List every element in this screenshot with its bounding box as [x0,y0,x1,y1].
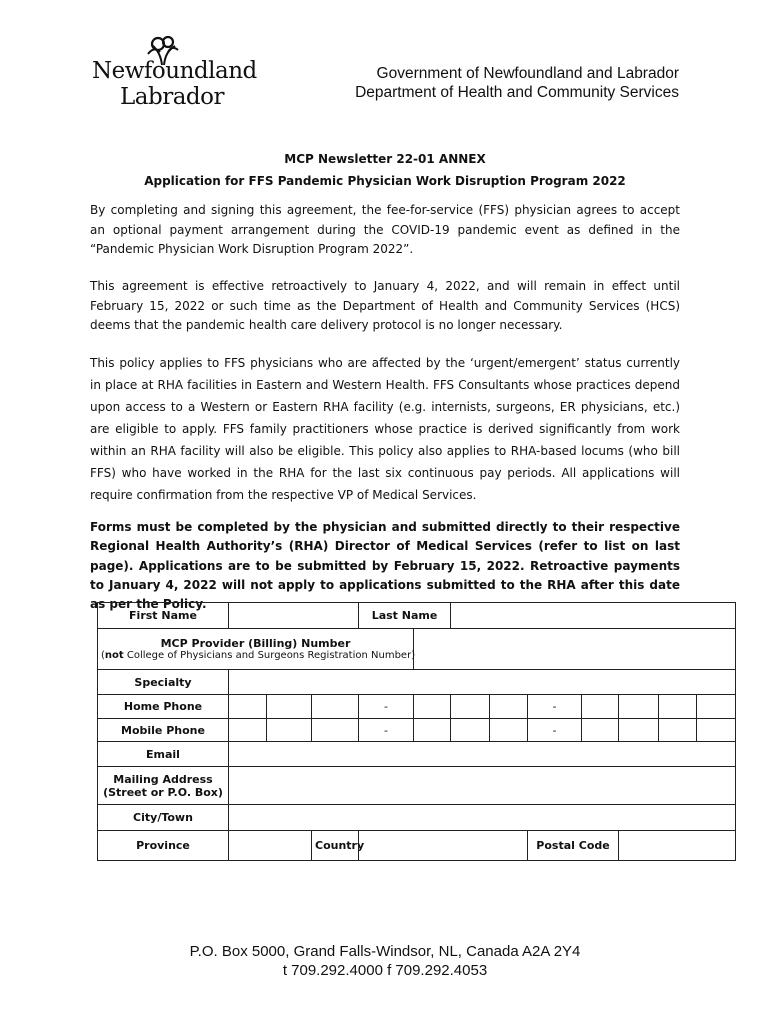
mobile-phone-digit[interactable] [414,719,451,742]
department-name: Department of Health and Community Services [355,84,679,101]
province-label: Province [98,831,229,861]
last-name-field[interactable] [451,603,736,629]
postal-code-label: Postal Code [528,831,619,861]
footer-phones: t 709.292.4000 f 709.292.4053 [282,962,488,979]
mobile-phone-label: Mobile Phone [98,719,229,742]
home-phone-separator: - [528,695,582,719]
mobile-phone-digit[interactable] [312,719,359,742]
mailing-address-line1: Mailing Address [113,772,213,786]
mcp-number-field[interactable] [414,629,736,670]
province-row [98,831,736,861]
home-phone-digit[interactable] [312,695,359,719]
mcp-row [98,629,736,670]
logo-line-1: Newfoundland [92,58,257,84]
document-title [90,148,680,192]
home-phone-digit[interactable] [659,695,697,719]
country-label: Country [312,831,359,861]
mcp-note-text: College of Physicians and Surgeons Registration Number) [123,650,416,661]
home-phone-digit[interactable] [229,695,267,719]
home-phone-digit[interactable] [619,695,659,719]
home-phone-digit[interactable] [582,695,619,719]
mailing-address-label [98,767,229,805]
mobile-phone-digit[interactable] [619,719,659,742]
first-name-field[interactable] [229,603,359,629]
home-phone-digit[interactable] [490,695,528,719]
mcp-number-label [98,629,414,670]
newsletter-title: MCP Newsletter 22-01 ANNEX [284,152,486,166]
application-form [97,602,736,861]
postal-code-field[interactable] [619,831,736,861]
email-field[interactable] [229,742,736,767]
mobile-phone-digit[interactable] [659,719,697,742]
home-phone-digit[interactable] [267,695,312,719]
email-label: Email [98,742,229,767]
city-field[interactable] [229,805,736,831]
home-phone-digit[interactable] [414,695,451,719]
mailing-address-row [98,767,736,805]
paragraph-submission-instructions: Forms must be completed by the physician and submitted directly to their respective Regional Health Authority’s (RHA) Director of Medical Services (refer to list on last page). Applications are to be submitted by February 15, 2022. Retroactive payments to January 4, 2022 will not apply to applications submitted to the RHA after this date as per the Policy. [90,520,680,612]
government-logo [92,36,257,112]
mcp-note-not: not [104,650,124,661]
mailing-address-line2: (Street or P.O. Box) [103,785,223,799]
logo-line-2: Labrador [120,84,224,110]
application-title: Application for FFS Pandemic Physician Work Disruption Program 2022 [144,174,626,188]
home-phone-digit[interactable] [451,695,490,719]
footer-address: P.O. Box 5000, Grand Falls-Windsor, NL, Canada A2A 2Y4 [189,943,581,960]
last-name-label: Last Name [359,603,451,629]
city-row [98,805,736,831]
paragraph-agreement: By completing and signing this agreement, the fee-for-service (FFS) physician agrees to accept an optional payment arrangement during the COVID-19 pandemic event as defined in the “Pandemic Physician Work Disruption Program 2022”. [90,203,680,256]
paragraph-policy-scope: This policy applies to FFS physicians who are affected by the ‘urgent/emergent’ status currently in place at RHA facilities in Eastern and Western Health. FFS Consultants whose practices depend upon access to a Western or Eastern RHA facility (e.g. internists, surgeons, ER physicians, etc.) are eligible to apply. FFS family practitioners whose practice is derived significantly from work within an RHA facility will also be eligible. This policy also applies to RHA-based locums (who bill FFS) who have worked in the RHA for the last six continuous pay periods. All applications will require confirmation from the respective VP of Medical Services. [90,356,680,502]
mobile-phone-digit[interactable] [582,719,619,742]
mobile-phone-digit[interactable] [451,719,490,742]
province-field[interactable] [229,831,312,861]
mcp-number-note: (not College of Physicians and Surgeons Registration Number) [101,650,416,661]
mobile-phone-digit[interactable] [490,719,528,742]
mobile-phone-digit[interactable] [697,719,736,742]
footer-contact [0,942,770,980]
country-field[interactable] [359,831,528,861]
government-name: Government of Newfoundland and Labrador [376,65,679,82]
home-phone-digit[interactable] [697,695,736,719]
mailing-address-field[interactable] [229,767,736,805]
email-row [98,742,736,767]
city-label: City/Town [98,805,229,831]
mobile-phone-digit[interactable] [267,719,312,742]
mobile-phone-digit[interactable] [229,719,267,742]
mobile-phone-separator: - [528,719,582,742]
mcp-number-title: MCP Provider (Billing) Number [160,637,351,650]
home-phone-separator: - [359,695,414,719]
mobile-phone-row [98,719,736,742]
home-phone-row [98,695,736,719]
paragraph-effective-dates: This agreement is effective retroactively to January 4, 2022, and will remain in effect until February 15, 2022 or such time as the Department of Health and Community Services (HCS) deems that the pandemic health care delivery protocol is no longer necessary. [90,279,680,332]
specialty-field[interactable] [229,670,736,695]
mobile-phone-separator: - [359,719,414,742]
name-row [98,603,736,629]
department-heading [355,64,679,102]
first-name-label: First Name [98,603,229,629]
home-phone-label: Home Phone [98,695,229,719]
specialty-row [98,670,736,695]
specialty-label: Specialty [98,670,229,695]
